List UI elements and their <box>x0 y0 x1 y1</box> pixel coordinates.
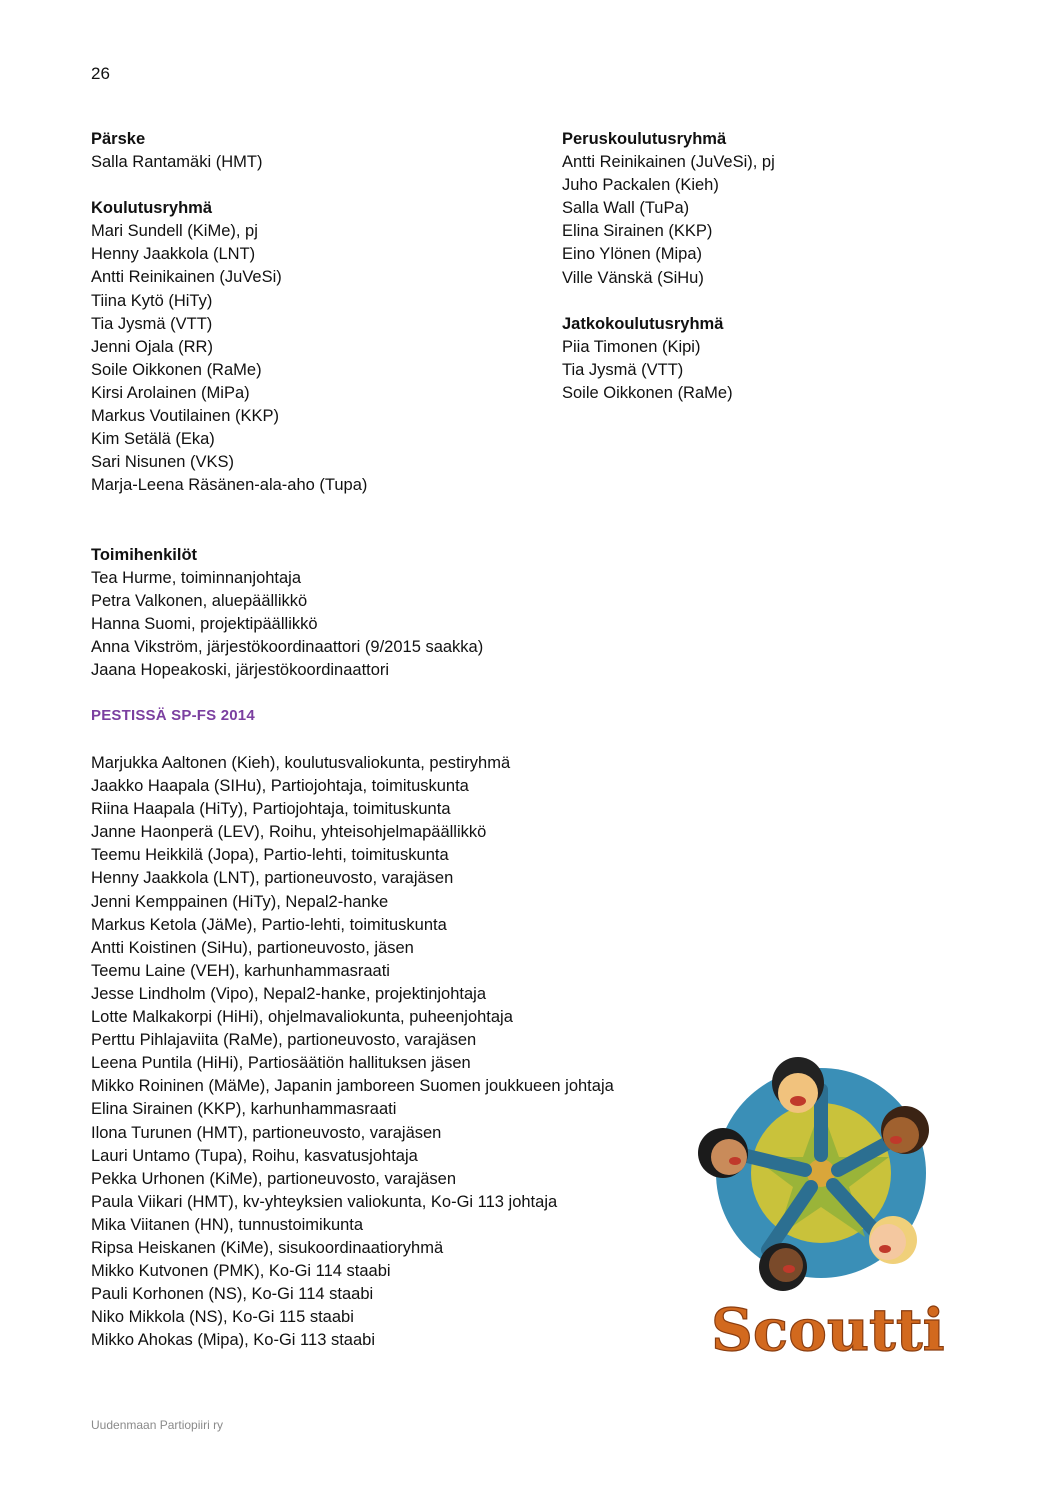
scoutti-logo <box>693 1045 963 1365</box>
section-heading-pestissa: PESTISSÄ SP-FS 2014 <box>91 707 255 724</box>
list-item: Henny Jaakkola (LNT) <box>91 245 256 264</box>
list-item: Kim Setälä (Eka) <box>91 430 215 449</box>
peruskoulutusryhma-list <box>562 151 1002 290</box>
list-item: Marjukka Aaltonen (Kieh), koulutusvaliokunta, pestiryhmä <box>91 754 511 772</box>
page-number: 26 <box>91 64 110 83</box>
pestissa-list <box>91 752 691 1352</box>
list-item: Markus Ketola (JäMe), Partio-lehti, toimituskunta <box>91 915 447 934</box>
list-item: Marja-Leena Räsänen-ala-aho (Tupa) <box>91 476 368 495</box>
list-item: Sari Nisunen (VKS) <box>91 453 235 472</box>
right-column <box>562 128 1002 405</box>
list-item: Elina Sirainen (KKP), karhunhammasraati <box>91 1100 397 1119</box>
list-item: Antti Koistinen (SiHu), partioneuvosto, jäsen <box>91 938 414 957</box>
list-item: Piia Timonen (Kipi) <box>562 337 701 356</box>
list-item: Ilona Turunen (HMT), partioneuvosto, varajäsen <box>91 1123 442 1142</box>
list-item: Mari Sundell (KiMe), pj <box>91 222 258 241</box>
list-item: Jenni Kemppainen (HiTy), Nepal2-hanke <box>91 892 389 911</box>
list-item: Niko Mikkola (NS), Ko-Gi 115 staabi <box>91 1308 354 1327</box>
list-item: Elina Sirainen (KKP) <box>562 222 713 241</box>
list-item: Mikko Kutvonen (PMK), Ko-Gi 114 staabi <box>91 1262 391 1281</box>
list-item: Antti Reinikainen (JuVeSi) <box>91 268 282 287</box>
list-item: Mikko Ahokas (Mipa), Ko-Gi 113 staabi <box>91 1331 375 1350</box>
list-item: Pekka Urhonen (KiMe), partioneuvosto, varajäsen <box>91 1169 457 1188</box>
list-item: Tia Jysmä (VTT) <box>91 314 213 333</box>
list-item: Mikko Roininen (MäMe), Japanin jamboreen Suomen joukkueen johtaja <box>91 1077 614 1096</box>
scoutti-logo-graphic <box>693 1045 963 1365</box>
list-item: Perttu Pihlajaviita (RaMe), partioneuvosto, varajäsen <box>91 1031 477 1050</box>
list-item: Soile Oikkonen (RaMe) <box>91 360 262 379</box>
list-item: Tiina Kytö (HiTy) <box>91 291 213 310</box>
list-item: Tia Jysmä (VTT) <box>562 360 684 379</box>
left-column <box>91 128 531 497</box>
footer-organization: Uudenmaan Partiopiiri ry <box>91 1418 224 1432</box>
list-item: Pauli Korhonen (NS), Ko-Gi 114 staabi <box>91 1285 374 1304</box>
list-item: Leena Puntila (HiHi), Partiosäätiön hallituksen jäsen <box>91 1054 471 1073</box>
list-item: Lotte Malkakorpi (HiHi), ohjelmavaliokunta, puheenjohtaja <box>91 1008 513 1027</box>
list-item: Jaana Hopeakoski, järjestökoordinaattori <box>91 661 390 680</box>
list-item: Teemu Laine (VEH), karhunhammasraati <box>91 961 390 980</box>
list-item: Teemu Heikkilä (Jopa), Partio-lehti, toimituskunta <box>91 846 449 865</box>
list-item: Markus Voutilainen (KKP) <box>91 407 280 426</box>
list-item: Salla Rantamäki (HMT) <box>91 153 263 172</box>
list-item: Juho Packalen (Kieh) <box>562 176 719 195</box>
list-item: Kirsi Arolainen (MiPa) <box>91 383 250 402</box>
list-item: Ville Vänskä (SiHu) <box>562 268 704 287</box>
list-item: Hanna Suomi, projektipäällikkö <box>91 615 318 634</box>
list-item: Ripsa Heiskanen (KiMe), sisukoordinaatioryhmä <box>91 1238 444 1257</box>
list-item: Salla Wall (TuPa) <box>562 199 690 218</box>
list-item: Petra Valkonen, aluepäällikkö <box>91 592 308 611</box>
toimihenkilot-list <box>91 567 691 682</box>
staff-section <box>91 544 691 683</box>
section-heading-parske: Pärske <box>91 130 146 148</box>
scoutti-wordmark: Scoutti <box>711 1296 945 1364</box>
list-item: Eino Ylönen (Mipa) <box>562 245 703 264</box>
list-item: Mika Viitanen (HN), tunnustoimikunta <box>91 1215 364 1234</box>
list-item: Lauri Untamo (Tupa), Roihu, kasvatusjohtaja <box>91 1146 418 1165</box>
list-item: Janne Haonperä (LEV), Roihu, yhteisohjelmapäällikkö <box>91 823 487 842</box>
list-item: Jenni Ojala (RR) <box>91 337 213 356</box>
koulutusryhma-list <box>91 220 531 497</box>
jatkokoulutusryhma-list <box>562 336 1002 405</box>
list-item: Tea Hurme, toiminnanjohtaja <box>91 569 302 588</box>
list-item: Anna Vikström, järjestökoordinaattori (9/2015 saakka) <box>91 638 484 657</box>
section-heading-peruskoulutusryhma: Peruskoulutusryhmä <box>562 130 727 148</box>
section-heading-koulutusryhma: Koulutusryhmä <box>91 199 213 218</box>
section-heading-toimihenkilot: Toimihenkilöt <box>91 546 198 564</box>
list-item: Jaakko Haapala (SIHu), Partiojohtaja, toimituskunta <box>91 777 469 796</box>
list-item: Paula Viikari (HMT), kv-yhteyksien valiokunta, Ko-Gi 113 johtaja <box>91 1192 558 1211</box>
list-item: Antti Reinikainen (JuVeSi), pj <box>562 153 775 172</box>
list-item: Henny Jaakkola (LNT), partioneuvosto, varajäsen <box>91 869 454 888</box>
list-item: Jesse Lindholm (Vipo), Nepal2-hanke, projektinjohtaja <box>91 984 487 1003</box>
list-item: Riina Haapala (HiTy), Partiojohtaja, toimituskunta <box>91 800 451 819</box>
list-item: Soile Oikkonen (RaMe) <box>562 383 733 402</box>
section-heading-jatkokoulutusryhma: Jatkokoulutusryhmä <box>562 314 724 333</box>
